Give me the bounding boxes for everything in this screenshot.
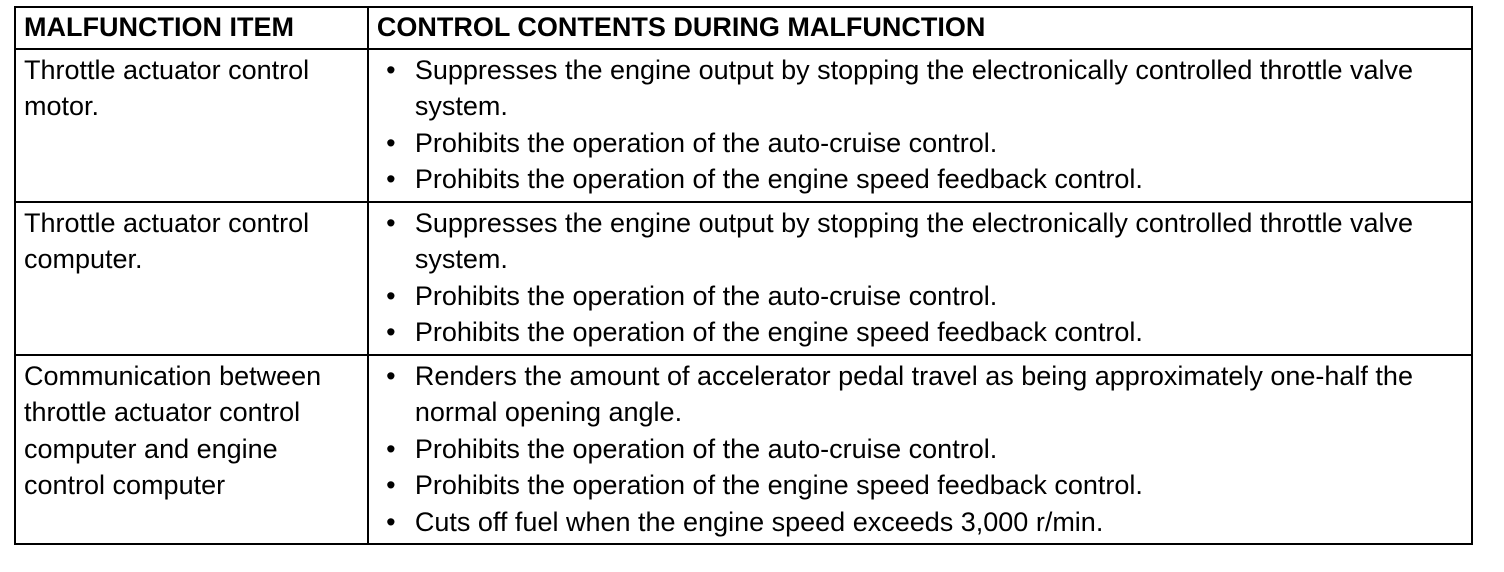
- item-line: computer.: [24, 244, 143, 274]
- malfunction-item-cell: [15, 202, 368, 355]
- header-malfunction-item: MALFUNCTION ITEM: [15, 7, 368, 49]
- item-line: Throttle actuator control: [24, 207, 310, 238]
- control-text: Prohibits the operation of the auto-cruise control.: [414, 127, 998, 158]
- item-line: motor.: [24, 91, 100, 121]
- list-item: [386, 358, 1463, 431]
- header-control-contents: CONTROL CONTENTS DURING MALFUNCTION: [368, 7, 1472, 49]
- table-row: [15, 355, 1472, 545]
- control-contents-cell: [368, 355, 1472, 545]
- table-row: [15, 202, 1472, 355]
- control-text: Suppresses the engine output by stopping the electronically controlled throttle valve system.: [414, 54, 1413, 121]
- list-item: [386, 278, 1463, 315]
- bullet-icon: •: [386, 360, 396, 391]
- malfunction-item-cell: [15, 49, 368, 202]
- item-line: Communication between: [24, 360, 322, 391]
- list-item: [386, 125, 1463, 162]
- malfunction-table: [14, 6, 1473, 545]
- list-item: [386, 205, 1463, 278]
- control-text: Prohibits the operation of the engine speed feedback control.: [414, 164, 1143, 194]
- list-item: [386, 467, 1463, 504]
- control-text: Prohibits the operation of the auto-cruise control.: [414, 280, 998, 311]
- bullet-icon: •: [386, 506, 396, 537]
- control-contents-cell: [368, 49, 1472, 202]
- control-text: Prohibits the operation of the engine speed feedback control.: [414, 470, 1143, 500]
- table-row: [15, 49, 1472, 202]
- control-text: Suppresses the engine output by stopping the electronically controlled throttle valve system.: [414, 207, 1413, 274]
- bullet-icon: •: [386, 280, 396, 311]
- list-item: [386, 314, 1463, 351]
- bullet-icon: •: [386, 470, 396, 500]
- list-item: [386, 504, 1463, 541]
- header-row: [15, 7, 1472, 49]
- control-text: Renders the amount of accelerator pedal travel as being approximately one-half the normal opening angle.: [414, 360, 1413, 427]
- control-text: Cuts off fuel when the engine speed exceeds 3,000 r/min.: [414, 506, 1104, 537]
- control-list: [377, 358, 1463, 541]
- bullet-icon: •: [386, 317, 396, 347]
- malfunction-item-cell: [15, 355, 368, 545]
- control-text: Prohibits the operation of the engine speed feedback control.: [414, 317, 1143, 347]
- item-line: throttle actuator control: [24, 397, 301, 427]
- item-line: control computer: [24, 470, 226, 500]
- bullet-icon: •: [386, 127, 396, 158]
- bullet-icon: •: [386, 207, 396, 238]
- bullet-icon: •: [386, 54, 396, 85]
- control-contents-cell: [368, 202, 1472, 355]
- list-item: [386, 431, 1463, 468]
- list-item: [386, 161, 1463, 198]
- control-list: [377, 52, 1463, 198]
- control-text: Prohibits the operation of the auto-cruise control.: [414, 433, 998, 464]
- list-item: [386, 52, 1463, 125]
- table-body: [15, 49, 1472, 545]
- control-list: [377, 205, 1463, 351]
- bullet-icon: •: [386, 164, 396, 194]
- item-line: computer and engine: [24, 433, 278, 464]
- bullet-icon: •: [386, 433, 396, 464]
- item-line: Throttle actuator control: [24, 54, 310, 85]
